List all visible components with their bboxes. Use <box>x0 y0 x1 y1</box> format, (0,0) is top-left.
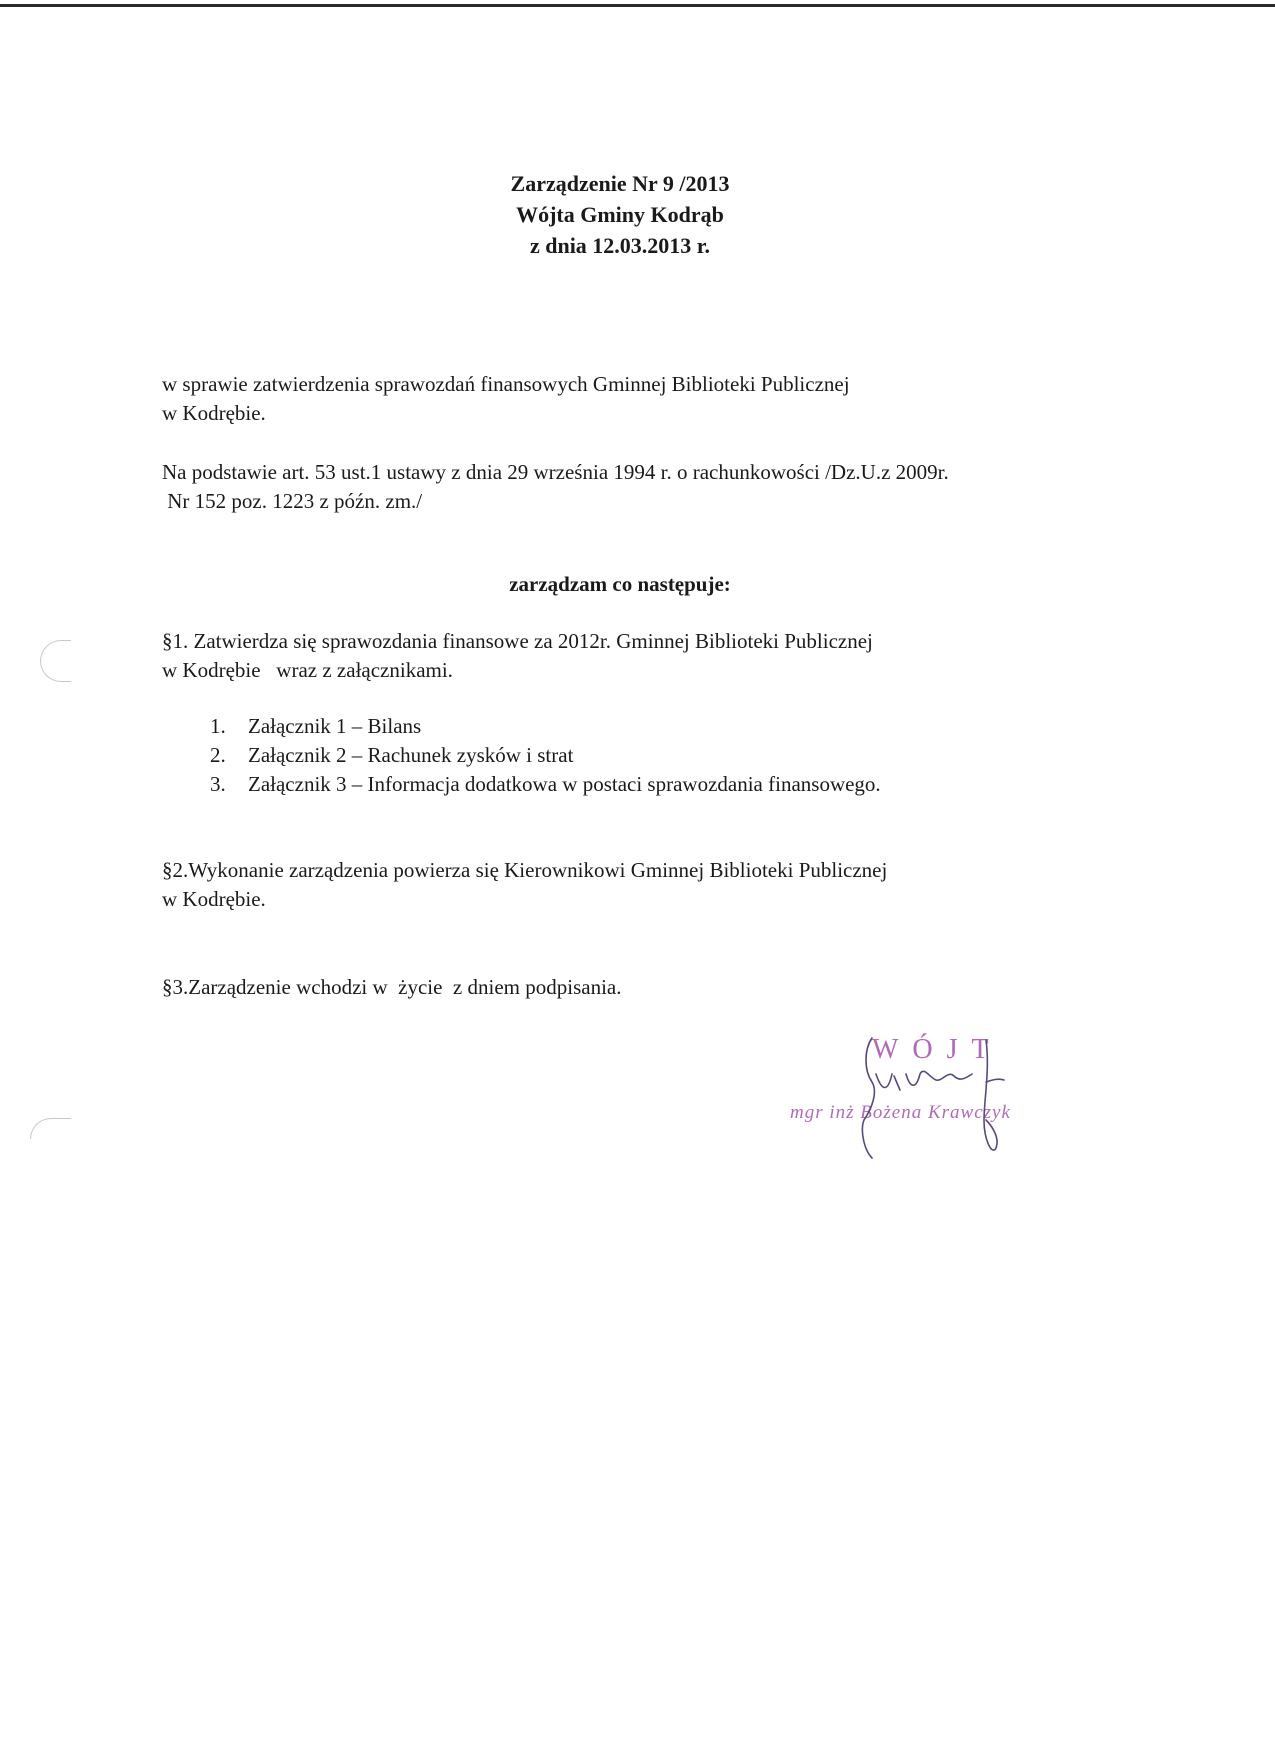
stamp-name: mgr inż Bożena Krawczyk <box>790 1102 1011 1123</box>
legal-basis-paragraph <box>162 458 1122 516</box>
decree-number: Zarządzenie Nr 9 /2013 <box>510 171 730 196</box>
list-item-number: 1. <box>210 714 226 738</box>
list-item <box>210 741 881 770</box>
list-item-text: Załącznik 1 – Bilans <box>248 714 422 738</box>
section-1 <box>162 627 1122 685</box>
section-2-line-2: w Kodrębie. <box>162 887 266 911</box>
legal-basis-line-1: Na podstawie art. 53 ust.1 ustawy z dnia 29 września 1994 r. o rachunkowości /Dz.U.z 2009r. <box>162 460 949 484</box>
issuer: Wójta Gminy Kodrąb <box>516 202 724 227</box>
document-header <box>0 168 1240 261</box>
official-stamp <box>760 1030 1080 1170</box>
list-item-number: 2. <box>210 743 226 767</box>
scan-hole-mark <box>30 1118 71 1139</box>
section-3 <box>162 973 1122 1002</box>
decree-heading: zarządzam co następuje: <box>509 572 731 596</box>
handwritten-signature <box>760 1030 1080 1170</box>
subject-line-2: w Kodrębie. <box>162 401 266 425</box>
page-top-rule <box>0 4 1275 7</box>
section-1-line-1: §1. Zatwierdza się sprawozdania finansowe za 2012r. Gminnej Biblioteki Publicznej <box>162 629 873 653</box>
list-item <box>210 712 881 741</box>
section-2 <box>162 856 1122 914</box>
subject-paragraph <box>162 370 1122 428</box>
legal-basis-line-2: Nr 152 poz. 1223 z późn. zm./ <box>162 489 423 513</box>
section-2-line-1: §2.Wykonanie zarządzenia powierza się Kierownikowi Gminnej Biblioteki Publicznej <box>162 858 888 882</box>
decree-date: z dnia 12.03.2013 r. <box>529 233 711 258</box>
section-3-text: §3.Zarządzenie wchodzi w życie z dniem podpisania. <box>162 975 622 999</box>
subject-line-1: w sprawie zatwierdzenia sprawozdań finansowych Gminnej Biblioteki Publicznej <box>162 372 850 396</box>
list-item <box>210 770 881 799</box>
section-1-line-2: w Kodrębie wraz z załącznikami. <box>162 658 453 682</box>
list-item-number: 3. <box>210 772 226 796</box>
list-item-text: Załącznik 2 – Rachunek zysków i strat <box>248 743 574 767</box>
attachments-list <box>210 712 881 799</box>
list-item-text: Załącznik 3 – Informacja dodatkowa w postaci sprawozdania finansowego. <box>248 772 881 796</box>
scan-hole-mark <box>40 640 71 682</box>
stamp-title: WÓJT <box>872 1034 1003 1065</box>
